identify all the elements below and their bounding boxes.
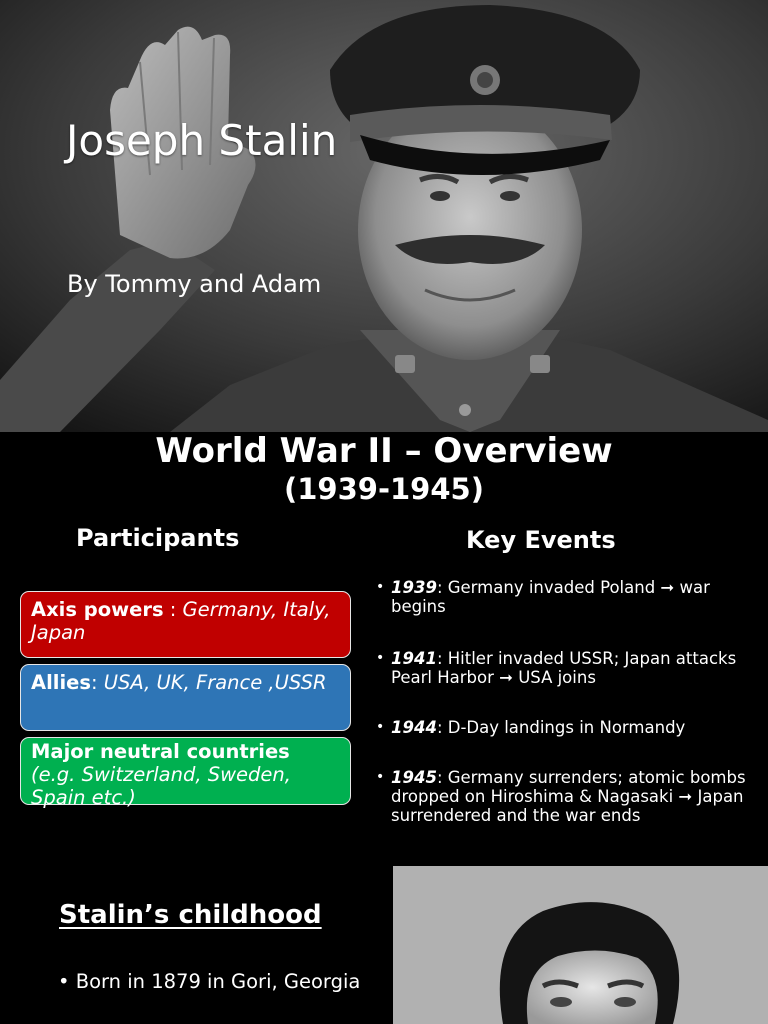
childhood-slide <box>0 866 768 1024</box>
overview-slide <box>0 432 768 866</box>
event-text: : Hitler invaded USSR; Japan attacks Pearl Harbor ➞ USA joins <box>391 649 737 687</box>
key-events-heading: Key Events <box>466 526 616 554</box>
box-label: Axis powers <box>31 598 164 621</box>
event-year: 1944 <box>391 718 437 737</box>
event-year: 1941 <box>391 649 437 668</box>
event-year: 1939 <box>391 578 437 597</box>
box-label: Major neutral countries <box>31 740 290 763</box>
box-label: Allies <box>31 671 91 694</box>
box-members: USA, UK, France ,USSR <box>103 671 327 694</box>
young-stalin-photo <box>393 866 768 1024</box>
event-item: • 1944: D-Day landings in Normandy <box>376 718 686 737</box>
slide-subtitle: (1939-1945) <box>284 472 484 506</box>
event-item: • 1945: Germany surrenders; atomic bombs dropped on Hiroshima & Nagasaki ➞ Japan surrendered and the war ends <box>376 768 746 825</box>
event-text: : D-Day landings in Normandy <box>436 718 686 737</box>
event-text: : Germany surrenders; atomic bombs dropped on Hiroshima & Nagasaki ➞ Japan surrendered and the war ends <box>391 768 746 825</box>
box-separator: : <box>90 671 104 694</box>
box-members: Germany, Italy, Japan <box>31 598 331 644</box>
event-item: • 1941: Hitler invaded USSR; Japan attacks Pearl Harbor ➞ USA joins <box>376 649 737 687</box>
box-separator: : <box>163 598 183 621</box>
stalin-portrait-image <box>0 0 768 432</box>
participants-heading: Participants <box>76 524 240 552</box>
event-item: • 1939: Germany invaded Poland ➞ war begins <box>376 578 710 616</box>
event-text: : Germany invaded Poland ➞ war begins <box>391 578 710 616</box>
childhood-title: Stalin’s childhood <box>59 900 322 930</box>
event-year: 1945 <box>391 768 437 787</box>
allies-box <box>20 664 351 731</box>
axis-powers-box <box>20 591 351 658</box>
title-slide <box>0 0 768 432</box>
presentation-subtitle: By Tommy and Adam <box>67 270 322 298</box>
slide-title: World War II – Overview <box>155 432 613 471</box>
childhood-bullet: • Born in 1879 in Gori, Georgia <box>58 970 361 993</box>
neutral-countries-box <box>20 737 351 809</box>
presentation-title: Joseph Stalin <box>66 116 338 165</box>
box-members: (e.g. Switzerland, Sweden, Spain etc.) <box>31 763 291 809</box>
